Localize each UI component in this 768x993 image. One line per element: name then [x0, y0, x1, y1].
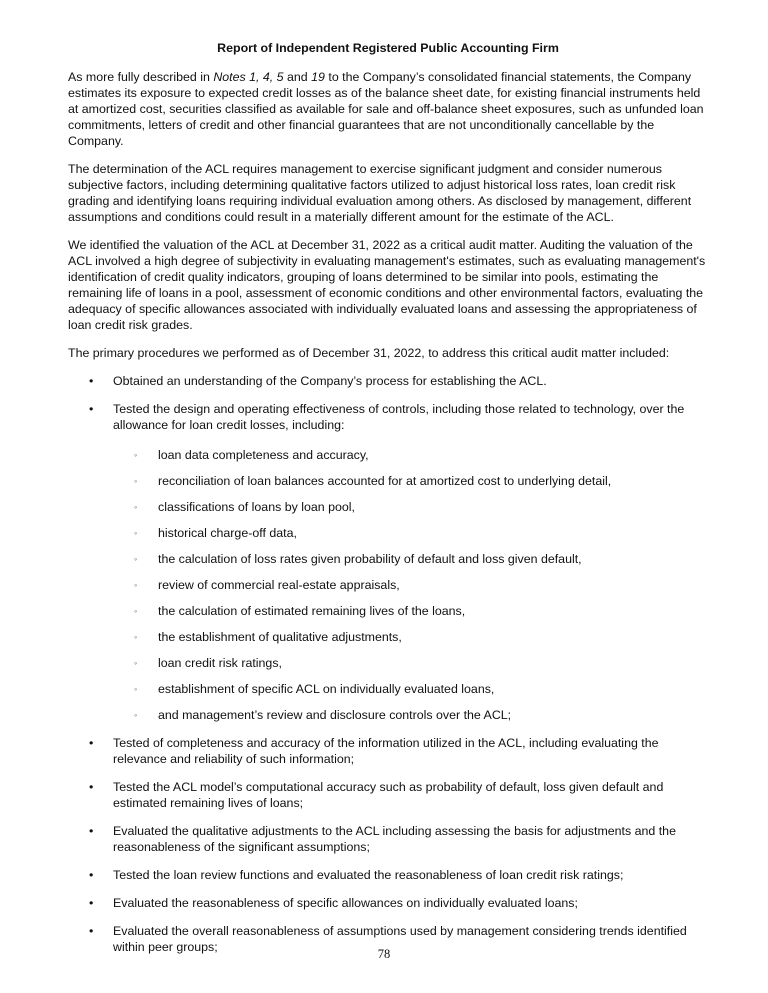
sub-list-item-text: review of commercial real-estate appraisals, [158, 578, 400, 592]
circle-bullet-icon: ◦ [134, 580, 138, 590]
list-item [68, 735, 708, 767]
sub-list-item-text: loan data completeness and accuracy, [158, 448, 369, 462]
sub-list-item [113, 447, 708, 463]
sub-list-item-text: establishment of specific ACL on individually evaluated loans, [158, 682, 495, 696]
sub-list-item [113, 603, 708, 619]
circle-bullet-icon: ◦ [134, 684, 138, 694]
circle-bullet-icon: ◦ [134, 606, 138, 616]
sub-list-item-text: the establishment of qualitative adjustments, [158, 630, 402, 644]
circle-bullet-icon: ◦ [134, 476, 138, 486]
list-item [68, 823, 708, 855]
bullet-icon: • [89, 896, 94, 910]
list-item-text: Evaluated the qualitative adjustments to the ACL including assessing the basis for adjustments and the reasonableness of the significant assumptions; [113, 824, 676, 854]
sub-list-item [113, 551, 708, 567]
paragraph-notes [68, 69, 708, 149]
circle-bullet-icon: ◦ [134, 528, 138, 538]
paragraph-text: As more fully described in [68, 70, 214, 84]
controls-sublist [113, 447, 708, 723]
list-item-text: Tested the ACL model’s computational accuracy such as probability of default, loss given default and estimated remaining lives of loans; [113, 780, 664, 810]
list-item [68, 373, 708, 389]
circle-bullet-icon: ◦ [134, 632, 138, 642]
paragraph-critical-audit-matter: We identified the valuation of the ACL at December 31, 2022 as a critical audit matter. Auditing the valuation of the ACL involved a high degree of subjectivity in evaluating management's estimates, such as evaluating management's identification of credit quality indicators, grouping of loans determined to be similar into pools, estimating the remaining life of loans in a pool, assessment of economic conditions and other environmental factors, evaluating the adequacy of specific allowances associated with individually evaluated loans and assessing the appropriateness of loan credit risk grades. [68, 238, 706, 332]
document-page [68, 40, 708, 967]
sub-list-item [113, 473, 708, 489]
bullet-icon: • [89, 374, 94, 388]
list-item-text: Tested of completeness and accuracy of the information utilized in the ACL, including evaluating the relevance and reliability of such information; [113, 736, 659, 766]
paragraph-text: to the Company’s consolidated financial statements, the Company estimates its exposure to expected credit losses as of the balance sheet date, for existing financial instruments held at amortized cost, securities classified as available for sale and off-balance sheet exposures, such as unfunded loan commitments, letters of credit and other financial guarantees that are not unconditionally cancellable by the Company. [68, 70, 704, 148]
sub-list-item [113, 525, 708, 541]
sub-list-item [113, 499, 708, 515]
list-item [68, 779, 708, 811]
bullet-icon: • [89, 868, 94, 882]
notes-reference: 19 [311, 70, 325, 84]
notes-reference: Notes 1, 4, 5 [213, 70, 284, 84]
circle-bullet-icon: ◦ [134, 450, 138, 460]
list-item-text: Evaluated the reasonableness of specific allowances on individually evaluated loans; [113, 896, 578, 910]
list-item [68, 401, 708, 723]
sub-list-item-text: the calculation of estimated remaining lives of the loans, [158, 604, 466, 618]
bullet-icon: • [89, 736, 94, 750]
circle-bullet-icon: ◦ [134, 710, 138, 720]
sub-list-item-text: the calculation of loss rates given probability of default and loss given default, [158, 552, 582, 566]
sub-list-item-text: historical charge-off data, [158, 526, 297, 540]
sub-list-item [113, 681, 708, 697]
circle-bullet-icon: ◦ [134, 658, 138, 668]
sub-list-item-text: loan credit risk ratings, [158, 656, 282, 670]
list-item-text: Tested the loan review functions and evaluated the reasonableness of loan credit risk ratings; [113, 868, 624, 882]
bullet-icon: • [89, 402, 94, 416]
sub-list-item [113, 707, 708, 723]
list-item [68, 895, 708, 911]
procedures-list [68, 373, 708, 955]
sub-list-item-text: classifications of loans by loan pool, [158, 500, 355, 514]
paragraph-acl-determination: The determination of the ACL requires management to exercise significant judgment and consider numerous subjective factors, including determining qualitative factors utilized to adjust historical loss rates, loan credit risk grading and identifying loans requiring individual evaluation among others. As disclosed by management, different assumptions and conditions could result in a materially different amount for the estimate of the ACL. [68, 162, 692, 224]
bullet-icon: • [89, 924, 94, 938]
sub-list-item-text: and management’s review and disclosure controls over the ACL; [158, 708, 512, 722]
bullet-icon: • [89, 780, 94, 794]
sub-list-item [113, 577, 708, 593]
list-item-text: Obtained an understanding of the Company’s process for establishing the ACL. [113, 374, 547, 388]
list-item-text: Evaluated the overall reasonableness of assumptions used by management considering trends identified within peer groups; [113, 924, 687, 954]
page-number: 78 [377, 947, 391, 961]
sub-list-item [113, 655, 708, 671]
report-title: Report of Independent Registered Public Accounting Firm [217, 41, 559, 55]
paragraph-procedures-intro: The primary procedures we performed as of December 31, 2022, to address this critical audit matter included: [68, 346, 670, 360]
sub-list-item [113, 629, 708, 645]
list-item-text: Tested the design and operating effectiveness of controls, including those related to technology, over the allowance for loan credit losses, including: [113, 402, 685, 432]
bullet-icon: • [89, 824, 94, 838]
sub-list-item-text: reconciliation of loan balances accounted for at amortized cost to underlying detail, [158, 474, 612, 488]
list-item [68, 867, 708, 883]
paragraph-text: and [283, 70, 312, 84]
circle-bullet-icon: ◦ [134, 554, 138, 564]
circle-bullet-icon: ◦ [134, 502, 138, 512]
